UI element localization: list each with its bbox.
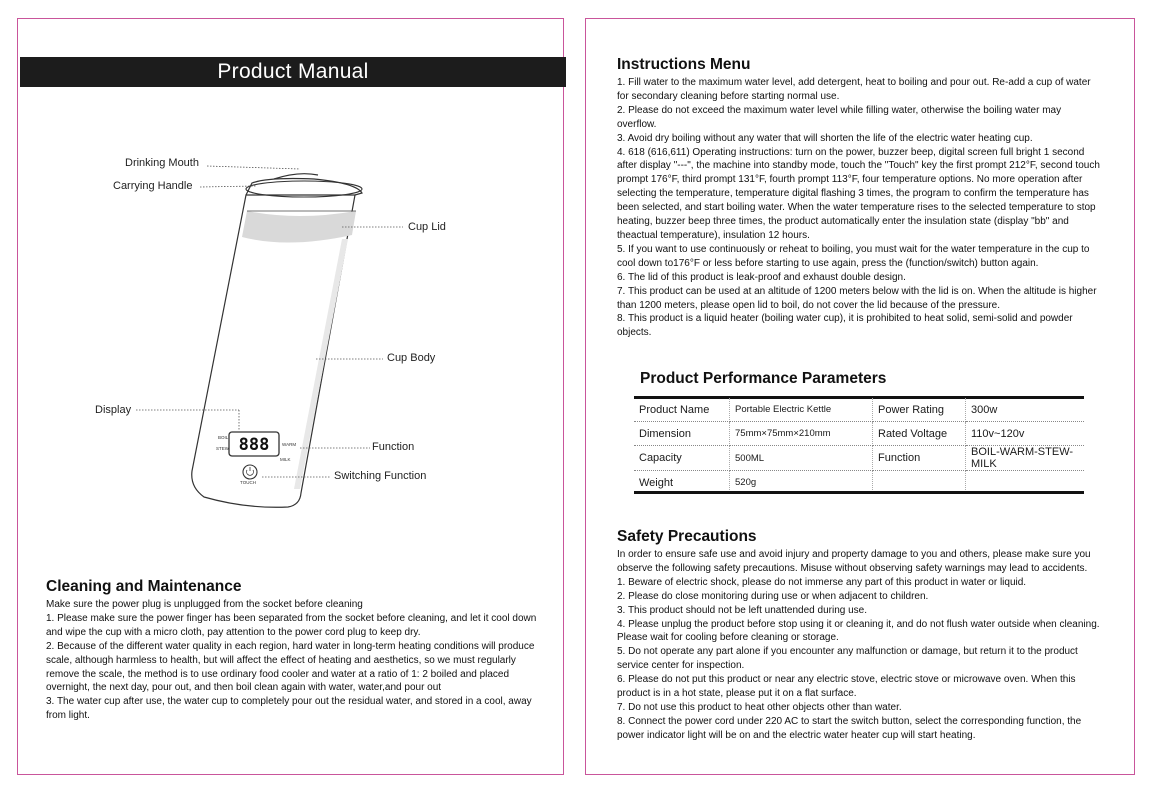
kettle-label-boil: BOIL <box>218 435 229 440</box>
callout-function: Function <box>372 441 415 453</box>
table-cell: Function <box>873 446 966 471</box>
cleaning-line: 1. Please make sure the power finger has been separated from the socket before cleaning, and let it cool down and wipe the cup with a micro cloth, pay attention to the power cord plug to keep dry. <box>46 612 537 638</box>
table-row <box>634 422 1084 446</box>
safety-body <box>617 548 1107 743</box>
instructions-body <box>617 76 1102 340</box>
kettle-label-milk: MILK <box>280 457 291 462</box>
callout-switching-function: Switching Function <box>334 470 427 482</box>
table-row <box>634 446 1084 471</box>
instruction-item: 3. Avoid dry boiling without any water that will shorten the life of the electric water heating cup. <box>617 132 1033 144</box>
safety-item: In order to ensure safe use and avoid injury and property damage to you and others, please make sure you observe the following safety precautions. Misuse without observing safety warnings may lead to accidents. <box>617 549 1091 574</box>
callout-display: Display <box>95 404 132 416</box>
cleaning-line: Make sure the power plug is unplugged from the socket before cleaning <box>46 599 363 610</box>
table-bottom-rule <box>634 491 1084 494</box>
performance-table <box>634 398 1084 494</box>
callout-cup-lid: Cup Lid <box>408 221 446 233</box>
kettle-label-warm: WARM <box>282 442 297 447</box>
safety-item: 3. This product should not be left unattended during use. <box>617 604 867 616</box>
table-cell: Dimension <box>634 422 730 446</box>
safety-item: 7. Do not use this product to heat other objects other than water. <box>617 701 902 713</box>
safety-item: 2. Please do close monitoring during use or when adjacent to children. <box>617 590 929 602</box>
left-page <box>17 18 564 775</box>
touch-label: TOUCH <box>240 480 256 485</box>
table-cell: 300w <box>966 398 1085 422</box>
safety-item: 6. Please do not put this product or near any electric stove, electric stove or microwave oven. When this product is in a hot state, please put it on a flat surface. <box>617 674 1076 700</box>
table-cell: 500ML <box>730 446 873 471</box>
right-page <box>585 18 1135 775</box>
safety-item: 4. Please unplug the product before stop using it or cleaning it, and do not flush water outside when cleaning. Please wait for cooling before cleaning or storage. <box>617 618 1100 644</box>
cleaning-line: 3. The water cup after use, the water cup to completely pour out the residual water, and stored in a cool, away from light. <box>46 696 532 722</box>
table-cell: 110v~120v <box>966 422 1085 446</box>
kettle-illustration <box>18 19 565 579</box>
callout-cup-body: Cup Body <box>387 352 436 364</box>
safety-item: 8. Connect the power cord under 220 AC to start the switch button, select the corresponding function, the power indicator light will be on and the electric water heater cup will start heating. <box>617 715 1082 741</box>
product-manual-banner: Product Manual <box>20 57 566 87</box>
table-row <box>634 398 1084 422</box>
table-cell: 75mm×75mm×210mm <box>730 422 873 446</box>
table-cell: Weight <box>634 471 730 495</box>
callout-drinking-mouth: Drinking Mouth <box>125 157 199 169</box>
kettle-label-stew: STEW <box>216 446 229 451</box>
table-cell: Power Rating <box>873 398 966 422</box>
instruction-item: 1. Fill water to the maximum water level, add detergent, heat to boiling and pour out. Re-add a cup of water for secondary cleaning before starting normal use. <box>617 77 1091 102</box>
instructions-title: Instructions Menu <box>617 56 751 73</box>
instruction-item: 6. The lid of this product is leak-proof and exhaust double design. <box>617 271 906 283</box>
safety-item: 5. Do not operate any part alone if you encounter any malfunction or damage, but return it to the product service center for inspection. <box>617 646 1078 672</box>
table-cell: BOIL-WARM-STEW-MILK <box>966 446 1085 471</box>
instruction-item: 4. 618 (616,611) Operating instructions: turn on the power, buzzer beep, digital screen full bright 1 second after display "---", the machine into standby mode, touch the "Touch" key the first prompt 212°F, second touch prompt 176°F, third prompt 131°F, fourth prompt 113°F, four temperature options. No more operation after selecting the temperature, temperature digital flashing 3 times, the program to confirm the temperature has been selected, and start boiling water. When the water temperature rises to the selected temperature to stop heating, buzzer beep three times, the product automatically enter the insulation state (display "bb" and theactual temperature), insulation 12 hours. <box>617 146 1100 241</box>
cleaning-body <box>46 598 538 723</box>
instruction-item: 2. Please do not exceed the maximum water level while filling water, otherwise the boiling water may overflow. <box>617 104 1062 130</box>
safety-item: 1. Beware of electric shock, please do not immerse any part of this product in water or liquid. <box>617 576 1027 588</box>
table-cell: Rated Voltage <box>873 422 966 446</box>
performance-title: Product Performance Parameters <box>640 370 887 387</box>
safety-title: Safety Precautions <box>617 528 757 545</box>
table-cell: Product Name <box>634 398 730 422</box>
table-cell: Capacity <box>634 446 730 471</box>
table-cell: 520g <box>730 471 873 495</box>
callout-carrying-handle: Carrying Handle <box>113 180 193 192</box>
table-cell: Portable Electric Kettle <box>730 398 873 422</box>
instruction-item: 5. If you want to use continuously or reheat to boiling, you must wait for the water temperature in the cup to cool down to176°F or less before starting to use again, press the (function/switch) button again. <box>617 243 1090 269</box>
kettle-display-digits: 888 <box>238 435 270 455</box>
cleaning-title: Cleaning and Maintenance <box>46 578 242 595</box>
instruction-item: 7. This product can be used at an altitude of 1200 meters below with the lid is on. When the altitude is higher than 1200 meters, please open lid to boil, do not cover the lid because of the pressure. <box>617 285 1097 311</box>
cleaning-line: 2. Because of the different water quality in each region, hard water in long-term heating conditions will produce scale, although harmless to health, but will affect the effect of heating and aesthetics, so we must regularly remove the scale, the method is to use ordinary food cooler and water at a ratio of 1: 2 boiled and placed overnight, the next day, pour out, and then boil clean again with water, water,and pour out <box>46 640 535 694</box>
instruction-item: 8. This product is a liquid heater (boiling water cup), it is prohibited to heat solid, semi-solid and powder objects. <box>617 313 1073 339</box>
